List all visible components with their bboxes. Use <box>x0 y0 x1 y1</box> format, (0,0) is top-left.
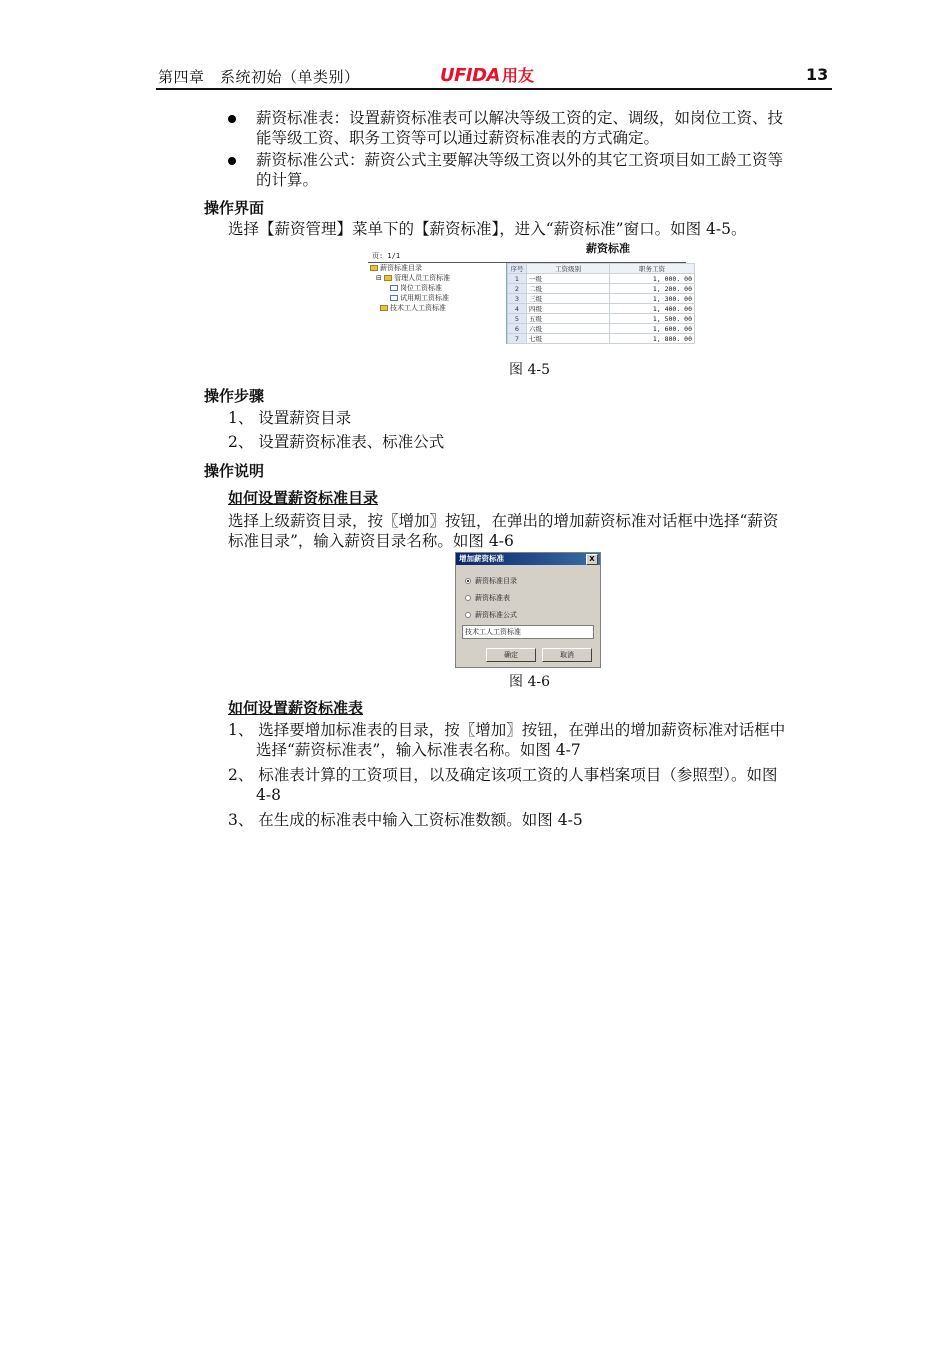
salary-standard-grid <box>506 263 695 344</box>
tree-node-management[interactable]: ⊟ 管理人员工资标准 <box>376 274 451 282</box>
dialog-title: 增加薪资标准 <box>459 554 504 563</box>
close-icon[interactable]: X <box>586 554 598 565</box>
row-level: 七级 <box>527 334 610 344</box>
tree-node-probation-salary[interactable]: 试用期工资标准 <box>370 293 450 303</box>
radio-icon <box>465 612 471 618</box>
col-header-pay: 职务工资 <box>610 264 695 274</box>
grid-header-row <box>508 264 695 274</box>
directory-name-input[interactable]: 技术工人工资标准 <box>462 625 594 639</box>
section-steps-heading: 操作步骤 <box>204 387 265 405</box>
table-icon <box>390 285 398 291</box>
row-pay[interactable]: 1, 800. 00 <box>610 334 695 344</box>
bullet-2-line-1: 薪资标准公式：薪资公式主要解决等级工资以外的其它工资项目如工龄工资等 <box>256 151 784 169</box>
radio-icon <box>465 595 471 601</box>
brand-text: UFIDA <box>440 65 500 86</box>
table-row[interactable] <box>508 334 695 344</box>
page-number: 13 <box>806 65 829 84</box>
row-pay[interactable]: 1, 000. 00 <box>610 274 695 284</box>
bullet-icon <box>228 115 236 123</box>
radio-selected-icon <box>465 578 471 584</box>
row-pay[interactable]: 1, 600. 00 <box>610 324 695 334</box>
row-index: 1 <box>508 274 527 284</box>
figure-4-5-caption: 图 4-5 <box>509 362 550 378</box>
figure-4-5-page-indicator: 页: 1/1 <box>372 252 401 260</box>
tree-node-post-salary[interactable]: 岗位工资标准 <box>370 283 450 293</box>
subsection-directory-line-1: 选择上级薪资目录，按〖增加〗按钮，在弹出的增加薪资标准对话框中选择“薪资 <box>228 512 779 530</box>
tree-node-root[interactable]: 薪资标准目录 <box>370 263 450 273</box>
bullet-2-line-2: 的计算。 <box>256 171 319 189</box>
row-index: 7 <box>508 334 527 344</box>
row-pay[interactable]: 1, 400. 00 <box>610 304 695 314</box>
section-ui-text: 选择【薪资管理】菜单下的【薪资标准】，进入“薪资标准”窗口。如图 4-5。 <box>228 220 747 238</box>
bullet-1-line-1: 薪资标准表：设置薪资标准表可以解决等级工资的定、调级，如岗位工资、技 <box>256 109 784 127</box>
section-ui-heading: 操作界面 <box>204 199 265 217</box>
col-header-level: 工资级别 <box>527 264 610 274</box>
header-divider <box>156 88 832 90</box>
step-1: 1、 设置薪资目录 <box>228 409 352 427</box>
subsection-table-heading: 如何设置薪资标准表 <box>228 699 364 717</box>
folder-icon <box>384 275 392 281</box>
row-level: 六级 <box>527 324 610 334</box>
row-level: 四级 <box>527 304 610 314</box>
table-row[interactable] <box>508 304 695 314</box>
row-level: 二级 <box>527 284 610 294</box>
row-index: 4 <box>508 304 527 314</box>
table-item-1-line-2: 选择“薪资标准表”，输入标准表名称。如图 4-7 <box>256 741 581 759</box>
table-row[interactable] <box>508 284 695 294</box>
option-table[interactable]: 薪资标准表 <box>465 593 510 603</box>
ufida-logo <box>440 63 534 86</box>
figure-4-5-title: 薪资标准 <box>586 242 630 255</box>
row-index: 3 <box>508 294 527 304</box>
table-item-1-line-1: 1、 选择要增加标准表的目录，按〖增加〗按钮，在弹出的增加薪资标准对话框中 <box>228 721 786 739</box>
col-header-index: 序号 <box>508 264 527 274</box>
folder-open-icon <box>370 265 378 271</box>
cancel-button[interactable]: 取消 <box>542 648 592 662</box>
table-item-3-line-1: 3、 在生成的标准表中输入工资标准数额。如图 4-5 <box>228 811 583 829</box>
row-pay[interactable]: 1, 300. 00 <box>610 294 695 304</box>
option-formula[interactable]: 薪资标准公式 <box>465 610 517 620</box>
row-index: 5 <box>508 314 527 324</box>
dialog-title-bar <box>456 553 600 565</box>
row-level: 一级 <box>527 274 610 284</box>
bullet-1-line-2: 能等级工资、职务工资等可以通过薪资标准表的方式确定。 <box>256 129 660 147</box>
table-row[interactable] <box>508 274 695 284</box>
table-row[interactable] <box>508 324 695 334</box>
folder-icon <box>380 305 388 311</box>
table-item-2-line-2: 4-8 <box>256 786 281 804</box>
subsection-directory-heading: 如何设置薪资标准目录 <box>228 489 379 507</box>
table-row[interactable] <box>508 314 695 324</box>
tree-node-technician[interactable]: 技术工人工资标准 <box>370 303 450 313</box>
row-level: 三级 <box>527 294 610 304</box>
row-level: 五级 <box>527 314 610 324</box>
row-index: 6 <box>508 324 527 334</box>
step-2: 2、 设置薪资标准表、标准公式 <box>228 433 445 451</box>
row-pay[interactable]: 1, 500. 00 <box>610 314 695 324</box>
brand-cn-text: 用友 <box>501 66 534 85</box>
salary-tree <box>370 263 450 313</box>
figure-4-6-caption: 图 4-6 <box>509 674 550 690</box>
bullet-icon <box>228 157 236 165</box>
add-salary-standard-dialog <box>455 552 601 668</box>
table-item-2-line-1: 2、 标准表计算的工资项目，以及确定该项工资的人事档案项目（参照型）。如图 <box>228 766 778 784</box>
table-row[interactable] <box>508 294 695 304</box>
row-pay[interactable]: 1, 200. 00 <box>610 284 695 294</box>
ok-button[interactable]: 确定 <box>486 648 536 662</box>
option-directory[interactable]: 薪资标准目录 <box>465 576 517 586</box>
table-icon <box>390 295 398 301</box>
chapter-title: 第四章 系统初始（单类别） <box>158 68 360 86</box>
subsection-directory-line-2: 标准目录”，输入薪资目录名称。如图 4-6 <box>228 532 514 550</box>
row-index: 2 <box>508 284 527 294</box>
section-notes-heading: 操作说明 <box>204 462 265 480</box>
